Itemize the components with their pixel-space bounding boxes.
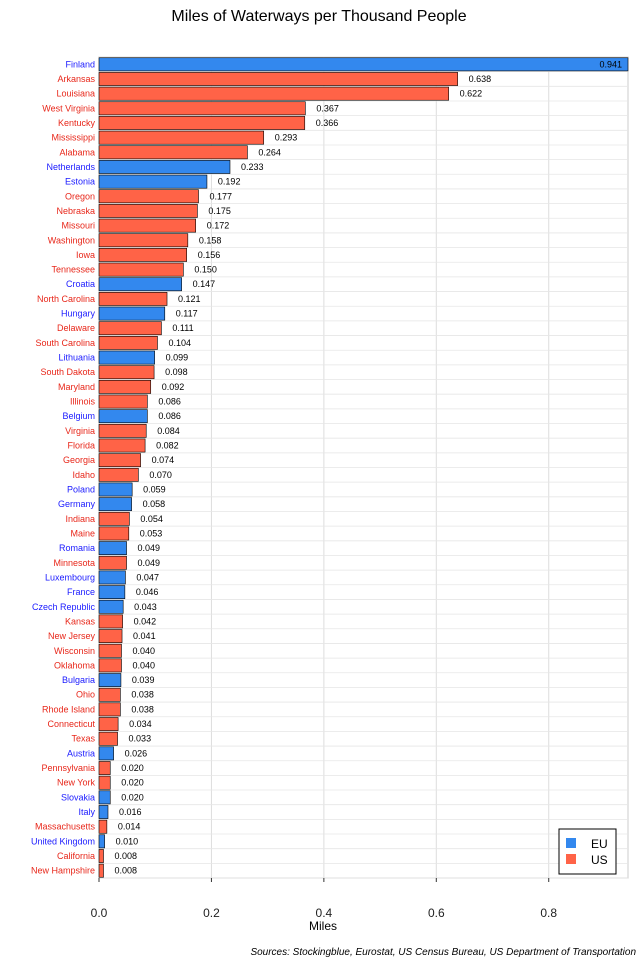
value-label: 0.192 [217,176,241,187]
bar [99,146,247,159]
category-label: Florida [67,440,95,451]
value-label: 0.053 [139,528,163,539]
value-label: 0.172 [206,220,230,231]
category-label: Georgia [62,455,95,466]
value-label: 0.086 [158,396,181,407]
category-label: Poland [66,484,95,495]
value-label: 0.033 [128,733,152,744]
category-label: Bulgaria [61,675,95,686]
category-label: West Virginia [42,103,95,114]
value-label: 0.043 [134,601,157,612]
value-label: 0.010 [115,836,139,847]
category-label: France [66,587,95,598]
value-label: 0.040 [132,660,156,671]
bar [99,307,165,320]
bar [99,864,103,877]
bar [99,688,120,701]
bar [99,674,121,687]
value-label: 0.020 [121,777,144,788]
category-label: New Hampshire [30,865,95,876]
bar [99,160,230,173]
category-label: Austria [66,748,95,759]
bar [99,292,167,305]
category-label: Maryland [57,381,95,392]
bar [99,717,118,730]
value-label: 0.020 [121,763,144,774]
bar [99,58,628,71]
category-label: Belgium [62,411,95,422]
category-label: South Dakota [40,367,95,378]
value-label: 0.086 [158,411,181,422]
value-label: 0.034 [129,719,152,730]
value-label: 0.014 [117,821,141,832]
bar [99,454,141,467]
bar [99,190,199,203]
value-label: 0.049 [137,557,161,568]
bar [99,556,127,569]
bar [99,87,449,100]
value-label: 0.092 [161,381,185,392]
value-label: 0.020 [121,792,144,803]
value-label: 0.638 [468,73,492,84]
category-label: Pennsylvania [41,763,95,774]
value-label: 0.622 [459,88,483,99]
value-label: 0.117 [175,308,198,319]
bar [99,835,105,848]
bar [99,703,120,716]
legend-swatch-us [566,854,576,864]
category-label: Czech Republic [31,601,95,612]
category-label: United Kingdom [30,836,95,847]
category-label: New York [56,777,95,788]
category-label: Wisconsin [53,645,95,656]
bar [99,600,123,613]
bar [99,410,147,423]
value-label: 0.293 [274,132,298,143]
value-label: 0.264 [258,147,281,158]
bar [99,72,458,85]
legend [559,829,616,874]
bar [99,468,138,481]
bar [99,512,129,525]
bar [99,219,196,232]
value-label: 0.039 [131,675,155,686]
value-label: 0.156 [197,249,221,260]
value-label: 0.177 [209,191,233,202]
category-label: Croatia [65,279,95,290]
value-label: 0.150 [194,264,217,275]
value-label: 0.367 [316,103,339,114]
bar [99,116,305,129]
category-label: Louisiana [56,88,95,99]
bar [99,234,188,247]
value-label: 0.074 [151,455,175,466]
legend-swatch-eu [566,838,576,848]
category-label: California [56,851,95,862]
bar [99,366,154,379]
category-label: North Carolina [36,293,95,304]
bar [99,527,129,540]
bar [99,849,103,862]
category-label: Delaware [56,323,95,334]
category-label: Texas [71,733,95,744]
category-label: Slovakia [60,792,95,803]
category-label: Ohio [75,689,95,700]
value-label: 0.008 [114,851,138,862]
bar [99,424,146,437]
category-label: Minnesota [53,557,95,568]
value-label: 0.040 [132,645,156,656]
category-label: Finland [65,59,95,70]
value-label: 0.026 [124,748,148,759]
category-label: Estonia [64,176,95,187]
bar [99,732,118,745]
value-label: 0.111 [172,323,194,334]
bar [99,248,187,261]
category-label: Alabama [59,147,95,158]
bar [99,263,183,276]
value-label: 0.047 [136,572,159,583]
x-axis-label: Miles [308,919,338,933]
value-label: 0.058 [142,499,166,510]
legend-label-us: US [591,853,608,867]
bar [99,102,305,115]
category-label: Idaho [72,469,95,480]
value-label: 0.175 [208,205,231,216]
value-label: 0.084 [157,425,180,436]
legend-label-eu: EU [591,837,608,851]
x-tick-label: 0.2 [203,906,220,920]
bar [99,571,125,584]
category-label: Oklahoma [53,660,95,671]
bar [99,395,147,408]
value-label: 0.098 [165,367,188,378]
category-label: Romania [58,543,95,554]
bar [99,483,132,496]
category-label: Maine [70,528,95,539]
value-label: 0.158 [198,235,222,246]
x-tick-label: 0.8 [540,906,558,920]
value-label: 0.121 [178,293,201,304]
category-label: Mississippi [51,132,95,143]
bar [99,542,127,555]
chart-title: Miles of Waterways per Thousand People [171,8,467,25]
category-label: Missouri [61,220,95,231]
bar [99,336,157,349]
x-tick-label: 0.6 [427,906,445,920]
value-label: 0.082 [156,440,179,451]
bar [99,278,182,291]
source-note: Sources: Stockingblue, Eurostat, US Census Bureau, US Department of Transportation [250,947,636,958]
x-tick-label: 0.4 [315,906,333,920]
category-label: Tennessee [51,264,95,275]
category-label: Lithuania [58,352,95,363]
x-tick-label: 0.0 [90,906,108,920]
bar [99,380,151,393]
bar [99,630,122,643]
value-label: 0.099 [165,352,189,363]
value-label: 0.038 [131,689,154,700]
bar [99,659,121,672]
category-label: Oregon [64,191,95,202]
category-label: Luxembourg [44,572,95,583]
bar [99,776,110,789]
category-label: Kentucky [57,117,95,128]
value-label: 0.366 [315,117,339,128]
category-label: New Jersey [47,631,95,642]
value-label: 0.233 [240,161,264,172]
category-label: Iowa [75,249,95,260]
value-label: 0.046 [135,587,159,598]
value-label: 0.042 [133,616,157,627]
category-label: Kansas [64,616,95,627]
bar [99,805,108,818]
value-label: 0.147 [192,279,216,290]
bar [99,131,264,144]
category-label: Illinois [69,396,95,407]
bar [99,761,110,774]
bar [99,644,121,657]
bar [99,498,132,511]
value-label: 0.104 [168,337,191,348]
bar [99,747,114,760]
bar [99,791,110,804]
value-label: 0.059 [143,484,166,495]
value-label: 0.049 [137,543,161,554]
bar [99,820,107,833]
value-label: 0.070 [149,469,172,480]
category-label: Arkansas [57,73,95,84]
legend-box [559,829,616,874]
value-label: 0.008 [114,865,138,876]
value-label: 0.038 [131,704,154,715]
value-label: 0.941 [599,59,622,70]
bar [99,586,125,599]
category-label: South Carolina [35,337,95,348]
category-label: Indiana [65,513,95,524]
value-label: 0.054 [140,513,163,524]
category-label: Virginia [65,425,95,436]
category-label: Washington [47,235,95,246]
bar [99,439,145,452]
category-label: Nebraska [56,205,95,216]
category-label: Massachusetts [34,821,95,832]
bar [99,175,207,188]
x-ticks [91,878,558,920]
category-label: Italy [78,807,95,818]
bar [99,204,197,217]
bar [99,322,161,335]
category-label: Connecticut [47,719,95,730]
value-label: 0.016 [118,807,142,818]
category-label: Netherlands [46,161,95,172]
category-label: Hungary [60,308,95,319]
bar [99,351,155,364]
category-labels [31,59,96,875]
category-label: Germany [57,499,95,510]
bar [99,615,123,628]
category-label: Rhode Island [41,704,95,715]
value-label: 0.041 [133,631,156,642]
